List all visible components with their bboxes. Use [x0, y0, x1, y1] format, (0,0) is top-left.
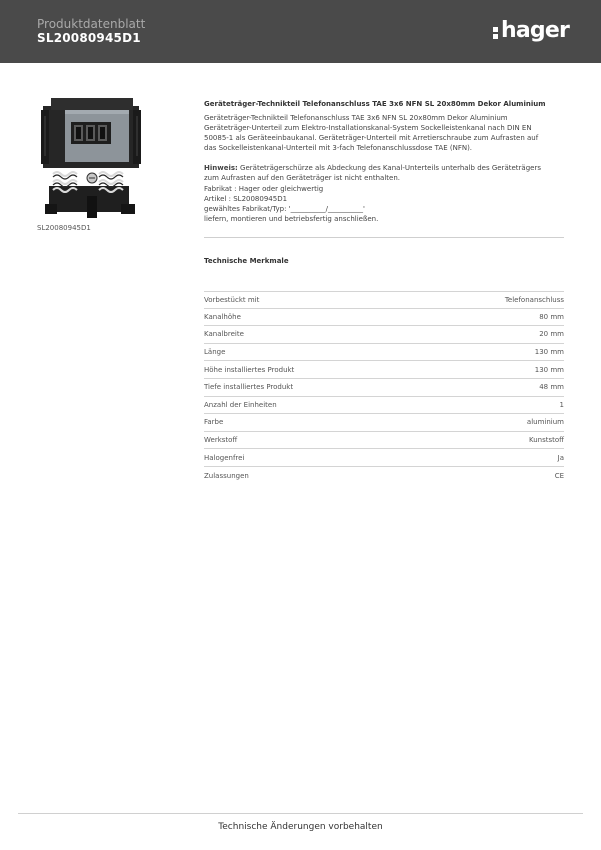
hint-line [204, 163, 564, 173]
spec-value: 80 mm [539, 312, 564, 321]
article-line: Artikel : SL20080945D1 [204, 194, 288, 203]
table-row [204, 432, 564, 450]
spec-value: 20 mm [539, 330, 564, 339]
table-row [204, 344, 564, 362]
footer-divider [18, 813, 583, 814]
spec-value: 130 mm [534, 348, 564, 357]
spec-label: Höhe installiertes Produkt [204, 365, 295, 374]
spec-value: Telefonanschluss [504, 295, 564, 304]
spec-value: 1 [559, 400, 564, 409]
spec-label: Anzahl der Einheiten [204, 400, 277, 409]
description-line: Geräteträger-Technikteil Telefonanschluss TAE 3x6 NFN SL 20x80mm Dekor Aluminium [204, 114, 508, 122]
spec-value: CE [554, 471, 564, 480]
spec-label: Tiefe installiertes Produkt [204, 383, 294, 392]
table-row [204, 326, 564, 344]
spec-value: 130 mm [534, 365, 564, 374]
description-line: das Sockelleistenkanal-Unterteil mit 3-fach Telefonanschlussdose TAE (NFN). [204, 144, 473, 153]
specs-table [204, 291, 564, 485]
product-base [45, 186, 135, 218]
chosen-type-line: gewähltes Fabrikat/Typ: '__________/__________' [204, 204, 365, 213]
table-row [204, 379, 564, 397]
table-row [204, 309, 564, 327]
hint-label: Hinweis: [204, 164, 238, 173]
description-line: 50085-1 als Geräteeinbaukanal. Geräteträger-Unterteil mit Arretierschraube zum Aufrasten auf [204, 134, 539, 143]
spec-value: Kunststoff [528, 436, 564, 445]
aluminium-front-plate [65, 110, 129, 162]
table-row [204, 291, 564, 309]
header-bar [0, 0, 601, 63]
product-code: SL20080945D1 [37, 31, 141, 45]
table-row [204, 414, 564, 432]
section-divider [204, 237, 564, 238]
spec-label: Länge [204, 348, 226, 357]
product-description [204, 113, 564, 224]
product-image [37, 96, 147, 221]
description-line: Geräteträger-Unterteil zum Elektro-Installationskanal-System Sockelleistenkanal nach DIN EN [204, 124, 532, 133]
hager-logo [493, 17, 569, 45]
spec-value: 48 mm [539, 383, 564, 392]
spec-label: Farbe [204, 418, 224, 427]
logo-wordmark: hager [501, 18, 570, 43]
logo-mark-icon [493, 21, 499, 41]
product-title: Geräteträger-Technikteil Telefonanschluss TAE 3x6 NFN SL 20x80mm Dekor Aluminium [204, 100, 546, 108]
table-row [204, 397, 564, 415]
spec-label: Zulassungen [204, 471, 249, 480]
spec-label: Halogenfrei [204, 453, 245, 462]
spec-label: Kanalbreite [204, 330, 244, 339]
specs-title: Technische Merkmale [204, 257, 289, 265]
table-row [204, 467, 564, 485]
spec-label: Vorbestückt mit [204, 295, 260, 304]
spec-label: Kanalhöhe [204, 312, 241, 321]
spec-label: Werkstoff [204, 436, 238, 445]
spec-value: Ja [557, 453, 564, 462]
footer-note: Technische Änderungen vorbehalten [218, 822, 383, 832]
manufacturer-line: Fabrikat : Hager oder gleichwertig [204, 184, 324, 193]
image-caption: SL20080945D1 [37, 224, 91, 232]
table-row [204, 449, 564, 467]
table-row [204, 361, 564, 379]
document-type: Produktdatenblatt [37, 17, 146, 31]
spec-value: aluminium [526, 418, 564, 427]
hint-line: zum Aufrasten auf den Geräteträger ist nicht enthalten. [204, 174, 400, 183]
hint-text: Geräteträgerschürze als Abdeckung des Kanal-Unterteils unterhalb des Geräteträgers [237, 164, 541, 173]
closing-line: liefern, montieren und betriebsfertig anschließen. [204, 214, 379, 223]
